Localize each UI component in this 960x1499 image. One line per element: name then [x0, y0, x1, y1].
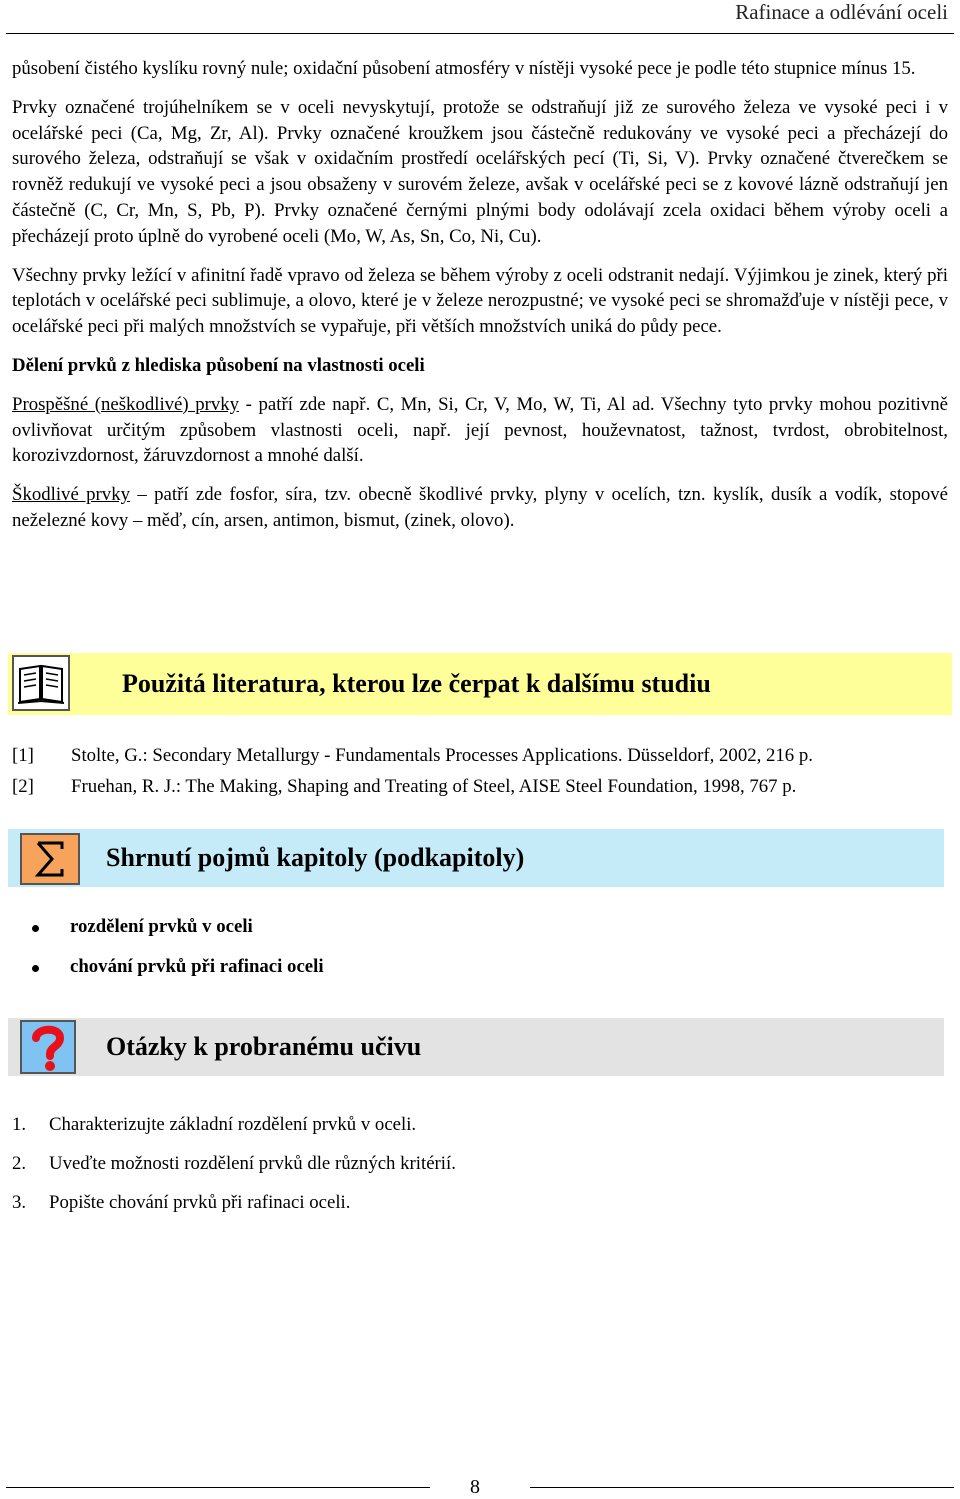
- header-divider: [6, 33, 954, 34]
- paragraph: [12, 482, 948, 534]
- paragraph: Všechny prvky ležící v afinitní řadě vpravo od železa se během výroby z oceli odstranit nedají. Výjimkou je zinek, který při teplotách v ocelářské peci sublimuje, a olovo, které je v železe nerozpustné; ve vysoké peci se shromažďuje v nístěji pece, v ocelářské peci při malých množstvích se vypařuje, při větších množstvích uniká do půdy pece.: [12, 264, 948, 338]
- question-text: Uveďte možnosti rozdělení prvků dle různých kritérií.: [49, 1153, 456, 1174]
- sigma-icon: [20, 833, 80, 885]
- section-heading: Dělení prvků z hlediska působení na vlastnosti oceli: [12, 354, 425, 376]
- question-number: 1.: [12, 1114, 27, 1135]
- question-text: Popište chování prvků při rafinaci oceli.: [49, 1192, 351, 1213]
- question-text: Charakterizujte základní rozdělení prvků v oceli.: [49, 1114, 417, 1135]
- running-header: Rafinace a odlévání oceli: [735, 0, 948, 24]
- question-number: 3.: [12, 1192, 27, 1213]
- question-number: 2.: [12, 1153, 27, 1174]
- reference-text: Stolte, G.: Secondary Metallurgy - Fundamentals Processes Applications. Düsseldorf, 2002, 216 p.: [71, 745, 813, 766]
- questions-banner: [8, 1018, 944, 1076]
- question-mark-icon: [20, 1020, 76, 1074]
- paragraph: Prvky označené trojúhelníkem se v oceli nevyskytují, protože se odstraňují již ze surového železa ve vysoké peci i v ocelářské peci (Ca, Mg, Zr, Al). Prvky označené kroužkem jsou částečně redukovány ve vysoké peci a přecházejí do surového železa, odstraňují se však v oxidačním prostředí ocelářských pecí (Ti, Si, V). Prvky označené čtverečkem se rovněž redukují ve vysoké peci a jsou obsaženy v surovém železe, avšak v ocelářské peci se z kovové lázně odstraňují jen částečně (C, Cr, Mn, S, Pb, P). Prvky označené černými plnými body odolávají zcela oxidaci během výroby oceli a přecházejí proto úplně do vyrobené oceli (Mo, W, As, Sn, Co, Ni, Cu).: [12, 96, 948, 247]
- bullet-icon: [32, 925, 39, 932]
- page-number: 8: [470, 1476, 480, 1498]
- list-item-text: rozdělení prvků v oceli: [70, 916, 253, 937]
- term-beneficial-text: - patří zde např. C, Mn, Si, Cr, V, Mo, W, Ti, Al ad. Všechny tyto prvky mohou pozitivně ovlivňovat určitým způsobem vlastnosti oceli, např. její pevnost, houževnatost, tažnost, tvrdost, obrobitelnost, korozivzdornost, žáruvzdornost a mnohé další.: [12, 393, 949, 467]
- book-icon: [12, 655, 70, 711]
- term-harmful-text: – patří zde fosfor, síra, tzv. obecně škodlivé prvky, plyny v ocelích, tzn. kyslík, dusík a vodík, stopové neželezné kovy – měď, cín, arsen, antimon, bismut, (zinek, olovo).: [12, 484, 949, 531]
- summary-title: Shrnutí pojmů kapitoly (podkapitoly): [106, 843, 525, 872]
- reference-number: [1]: [12, 745, 34, 766]
- questions-title: Otázky k probranému učivu: [106, 1032, 422, 1061]
- body-text: [12, 56, 948, 547]
- footer-divider-left: [6, 1487, 430, 1488]
- literature-title: Použitá literatura, kterou lze čerpat k dalšímu studiu: [122, 669, 711, 698]
- reference-text: Fruehan, R. J.: The Making, Shaping and Treating of Steel, AISE Steel Foundation, 1998, 767 p.: [71, 776, 797, 797]
- bullet-icon: [32, 965, 39, 972]
- literature-banner: [8, 653, 952, 715]
- paragraph: [12, 392, 948, 469]
- footer-divider-right: [530, 1487, 954, 1488]
- summary-banner: [8, 829, 944, 887]
- paragraph: působení čistého kyslíku rovný nule; oxidační působení atmosféry v nístěji vysoké pece je podle této stupnice mínus 15.: [12, 58, 916, 79]
- list-item-text: chování prvků při rafinaci oceli: [70, 956, 324, 977]
- reference-number: [2]: [12, 776, 34, 797]
- term-harmful: Škodlivé prvky: [12, 484, 130, 506]
- term-beneficial: Prospěšné (neškodlivé) prvky: [12, 393, 240, 415]
